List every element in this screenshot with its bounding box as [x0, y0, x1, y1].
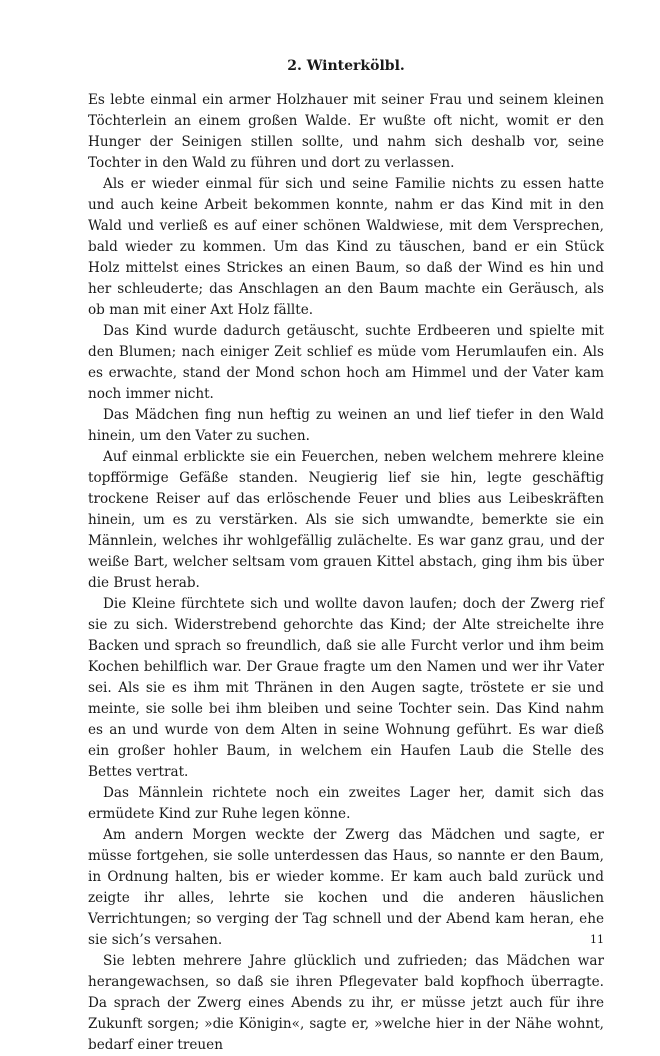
paragraph: Auf einmal erblickte sie ein Feuerchen, neben welchem mehrere kleine topfförmige Gefäße standen. Neugierig lief sie hin, legte geschäftig trockene Reiser auf das erlöschende Feuer und blies aus Leibeskräften hinein, um es zu verstärken. Als sie sich umwandte, bemerkte sie ein Männlein, welches ihr wohlgefällig zulächelte. Es war ganz grau, und der weiße Bart, welcher seltsam vom grauen Kittel abstach, ging ihm bis über die Brust herab.	[88, 449, 604, 591]
page-number: 11	[590, 933, 604, 946]
paragraph: Das Männlein richtete noch ein zweites Lager her, damit sich das ermüdete Kind zur Ruhe legen könne.	[88, 785, 604, 822]
paragraph: Es lebte einmal ein armer Holzhauer mit seiner Frau und seinem kleinen Töchterlein an einem großen Walde. Er wußte oft nicht, womit er den Hunger der Seinigen stillen sollte, und nahm sich deshalb vor, seine Tochter in den Wald zu führen und dort zu verlassen.	[88, 92, 604, 171]
paragraph: Das Kind wurde dadurch getäuscht, suchte Erdbeeren und spielte mit den Blumen; nach einiger Zeit schlief es müde vom Herumlaufen ein. Als es erwachte, stand der Mond schon hoch am Himmel und der Vater kam noch immer nicht.	[88, 323, 604, 402]
paragraph: Die Kleine fürchtete sich und wollte davon laufen; doch der Zwerg rief sie zu sich. Widerstrebend gehorchte das Kind; der Alte streichelte ihre Backen und sprach so freundlich, daß sie alle Furcht verlor und ihm beim Kochen behilflich war. Der Graue fragte um den Namen und wer ihr Vater sei. Als sie es ihm mit Thränen in den Augen sagte, tröstete er sie und meinte, sie solle bei ihm bleiben und seine Tochter sein. Das Kind nahm es an und wurde von dem Alten in seine Wohnung geführt. Es war dieß ein großer hohler Baum, in welchem ein Haufen Laub die Stelle des Bettes vertrat.	[88, 596, 604, 780]
paragraph: Das Mädchen fing nun heftig zu weinen an und lief tiefer in den Wald hinein, um den Vater zu suchen.	[88, 407, 604, 444]
paragraph: Am andern Morgen weckte der Zwerg das Mädchen und sagte, er müsse fortgehen, sie solle unterdessen das Haus, so nannte er den Baum, in Ordnung halten, bis er wieder komme. Er kam auch bald zurück und zeigte ihr alles, lehrte sie kochen und die anderen häuslichen Verrichtungen; so verging der Tag schnell und der Abend kam heran, ehe sie sich’s versahen.	[88, 827, 604, 948]
paragraph: Sie lebten mehrere Jahre glücklich und zufrieden; das Mädchen war herangewachsen, so daß sie ihren Pflegevater bald kopfhoch überragte. Da sprach der Zwerg eines Abends zu ihr, er müsse jetzt auch für ihre Zukunft sorgen; »die Königin«, sagte er, »welche hier in der Nähe wohnt, bedarf einer treuen	[88, 953, 604, 1053]
paragraph: Als er wieder einmal für sich und seine Familie nichts zu essen hatte und auch keine Arbeit bekommen konnte, nahm er das Kind mit in den Wald und verließ es auf einer schönen Waldwiese, mit dem Versprechen, bald wieder zu kommen. Um das Kind zu täuschen, band er ein Stück Holz mittelst eines Strickes an einen Baum, so daß der Wind es hin und her schleuderte; das Anschlagen an den Baum machte ein Geräusch, als ob man mit einer Axt Holz fällte.	[88, 176, 604, 318]
page-content	[88, 56, 604, 1056]
story-text	[88, 90, 604, 1056]
chapter-title: 2. Winterkölbl.	[287, 58, 405, 74]
